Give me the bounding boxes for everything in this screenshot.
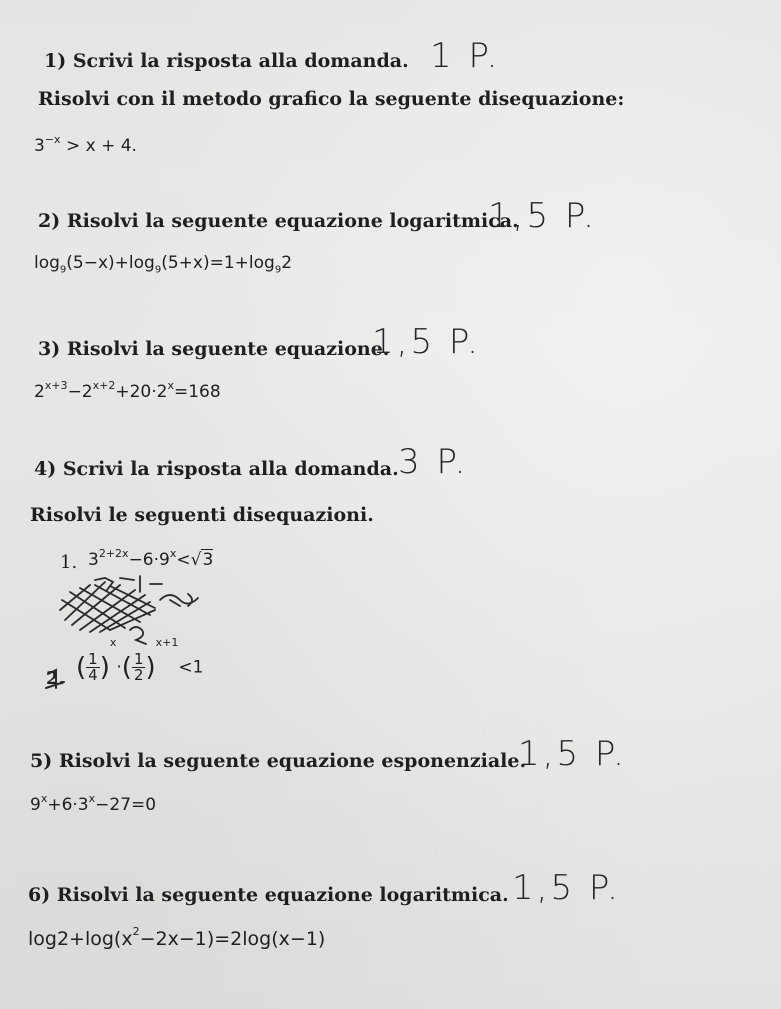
scribble-mark <box>50 570 220 650</box>
q4-heading: 4) Scrivi la risposta alla domanda. <box>34 458 399 480</box>
q1-points: 1 P. <box>430 36 501 76</box>
q4-item1-number: 1. <box>60 552 78 573</box>
q5-heading: 5) Risolvi la seguente equazione esponenziale. <box>30 750 527 772</box>
q3-points: 1,5 P. <box>372 322 481 362</box>
q6-heading: 6) Risolvi la seguente equazione logaritmica. <box>28 884 509 906</box>
q5-formula: $9^x+6\cdot 3^x-27=0$ <box>30 792 157 815</box>
q2-points: 1,5 P. <box>488 196 597 236</box>
q3-formula: $2^{x+3}-2^{x+2}+20\cdot 2^x=168$ <box>34 379 221 402</box>
q4-points: 3 P. <box>398 442 469 482</box>
q4-item2-formula: ( $\frac{1}{4}$ )$^x$·( $\frac{1}{2}$ )$^{x+1}$<1 <box>76 636 204 684</box>
q2-heading: 2) Risolvi la seguente equazione logaritmica. <box>38 210 519 232</box>
q5-points: 1,5 P. <box>518 734 627 774</box>
q1-heading: 1) Scrivi la risposta alla domanda. <box>44 50 409 72</box>
q4-prompt: Risolvi le seguenti disequazioni. <box>30 504 374 526</box>
q1-formula: $3^{-x} > x + 4$. <box>34 133 137 156</box>
q4-item1-formula: $3^{2+2x}-6\cdot 9^x<√3$ <box>88 547 214 570</box>
q2-formula: $\log_9(5-x)+\log_9(5+x)=1+\log_92$ <box>34 253 293 276</box>
q6-formula: $\log 2+\log(x^2-2x-1)=2\log(x-1)$ <box>28 925 326 950</box>
q1-prompt: Risolvi con il metodo grafico la seguente disequazione: <box>38 88 625 110</box>
q3-heading: 3) Risolvi la seguente equazione. <box>38 338 390 360</box>
q4-item2-number: 2. <box>46 668 65 689</box>
number-overwrite-mark <box>44 666 70 692</box>
q6-points: 1,5 P. <box>512 868 621 908</box>
